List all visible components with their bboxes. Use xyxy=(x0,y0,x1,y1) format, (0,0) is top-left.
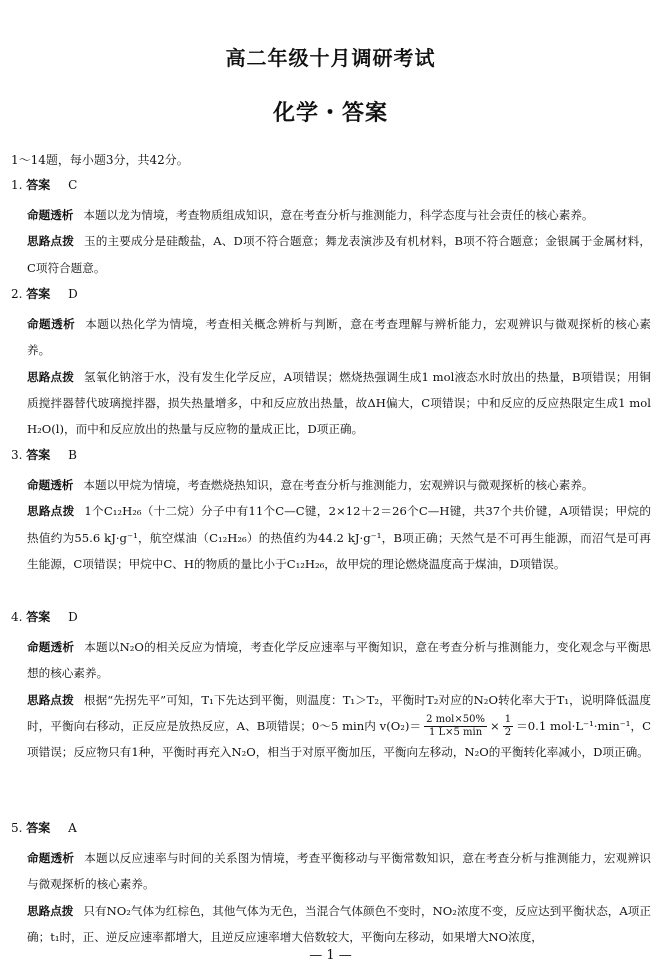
hint-text: 玉的主要成分是硅酸盐，A、D项不符合题意；舞龙表演涉及有机材料，B项不符合题意；金银属于金属材料，C项符合题意。 xyxy=(27,234,651,275)
score-note: 1～14题，每小题3分，共42分。 xyxy=(11,153,189,167)
answer-value: B xyxy=(68,448,77,462)
question-2 xyxy=(11,284,651,442)
hint-text: 只有NO₂气体为红棕色，其他气体为无色，当混合气体颜色不变时，NO₂浓度不变，反应达到平衡状态，A项正确；t₁时，正、逆反应速率都增大，且逆反应速率增大倍数较大，平衡向左移动，如果增大NO浓度， xyxy=(27,903,651,944)
analysis-paragraph xyxy=(11,202,651,228)
question-5 xyxy=(11,818,651,950)
question-header xyxy=(11,284,651,304)
hint-text: 1个C₁₂H₂₆（十二烷）分子中有11个C—C键，2×12＋2＝26个C—H键，共37个共价键，A项错误；甲烷的热值约为55.6 kJ·g⁻¹，航空煤油（C₁₂H₂₆）的热值约为44.2 kJ·g⁻¹，B项正确；天然气是不可再生能源，而沼气是可再生能源，C项错误；甲烷中C、H的物质的量比小于C₁₂H₂₆，故甲烷的理论燃烧温度高于煤油，D项错误。 xyxy=(27,504,651,571)
analysis-label: 命题透析 xyxy=(27,851,75,865)
answer-label: 答案 xyxy=(26,448,51,462)
answer-value: C xyxy=(68,178,78,192)
question-number: 3. xyxy=(11,448,23,462)
hint-text-part-2: ＝0.1 mol·L⁻¹·min⁻¹，C项错误；反应物只有1种，平衡时再充入N₂O，相当于对原平衡加压，平衡向左移动，N₂O的平衡转化率减小，D项正确。 xyxy=(27,718,652,760)
question-number: 5. xyxy=(11,821,23,835)
hint-label: 思路点拨 xyxy=(27,903,74,918)
analysis-paragraph xyxy=(11,845,651,898)
question-3 xyxy=(11,445,651,577)
analysis-paragraph xyxy=(11,472,651,498)
question-header xyxy=(11,607,651,627)
question-header xyxy=(11,818,651,838)
answer-label: 答案 xyxy=(26,610,51,624)
hint-text-part-1: 根据“先拐先平”可知，T₁下先达到平衡，则温度：T₁＞T₂，平衡时T₂对应的N₂O转化率大于T₁，说明降低温度时，平衡向右移动，正反应是放热反应，A、B项错误；0～5 min内 v(O₂)＝ xyxy=(27,692,651,733)
analysis-text: 本题以反应速率与时间的关系图为情境，考查平衡移动与平衡常数知识，意在考查分析与推测能力，宏观辨识与微观探析的核心素养。 xyxy=(27,851,651,892)
answer-value: D xyxy=(68,287,78,301)
answer-label: 答案 xyxy=(26,287,51,301)
answer-value: D xyxy=(68,610,78,624)
fraction-numerator: 1 xyxy=(504,714,512,726)
analysis-text: 本题以龙为情境，考查物质组成知识，意在考查分析与推测能力，科学态度与社会责任的核心素养。 xyxy=(83,208,594,222)
fraction-numerator: 2 mol×50% xyxy=(426,714,485,726)
hint-label: 思路点拨 xyxy=(27,369,74,384)
question-number: 1. xyxy=(11,178,23,192)
question-1 xyxy=(11,175,651,281)
answer-label: 答案 xyxy=(26,821,51,835)
hint-text: 氢氧化钠溶于水，没有发生化学反应，A项错误；燃烧热强调生成1 mol液态水时放出的热量，B项错误；用铜质搅拌器替代玻璃搅拌器，损失热量增多，中和反应放出热量，故ΔH偏大，C项错误；中和反应的反应热限定生成1 mol H₂O(l)，而中和反应放出的热量与反应物的量成正比，D项正确。 xyxy=(27,369,651,437)
ratio-fraction xyxy=(503,714,513,739)
hint-paragraph xyxy=(11,687,651,766)
hint-paragraph xyxy=(11,498,651,577)
hint-label: 思路点拨 xyxy=(27,504,75,519)
analysis-text: 本题以甲烷为情境，考查燃烧热知识，意在考查分析与推测能力，宏观辨识与微观探析的核心素养。 xyxy=(83,478,594,492)
page-title: 高二年级十月调研考试 xyxy=(225,46,436,70)
question-header xyxy=(11,445,651,465)
hint-label: 思路点拨 xyxy=(27,234,74,249)
analysis-paragraph xyxy=(11,311,651,364)
fraction-denominator: 2 xyxy=(504,727,512,739)
analysis-paragraph xyxy=(11,634,651,687)
question-header xyxy=(11,175,651,195)
analysis-label: 命题透析 xyxy=(27,208,74,222)
question-4 xyxy=(11,607,651,766)
question-number: 4. xyxy=(11,610,23,624)
fraction-denominator: 1 L×5 min xyxy=(428,727,483,739)
analysis-label: 命题透析 xyxy=(27,478,74,492)
analysis-text: 本题以热化学为情境，考查相关概念辨析与判断，意在考查理解与辨析能力，宏观辨识与微观探析的核心素养。 xyxy=(27,317,651,358)
answer-value: A xyxy=(68,821,77,835)
rate-fraction xyxy=(424,714,487,739)
analysis-label: 命题透析 xyxy=(27,317,76,331)
hint-paragraph xyxy=(11,364,651,443)
analysis-text: 本题以N₂O的相关反应为情境，考查化学反应速率与平衡知识，意在考查分析与推测能力，变化观念与平衡思想的核心素养。 xyxy=(27,640,651,681)
page-subtitle: 化学・答案 xyxy=(272,101,388,126)
analysis-label: 命题透析 xyxy=(27,640,75,654)
hint-label: 思路点拨 xyxy=(27,692,74,707)
hint-paragraph xyxy=(11,228,651,281)
answer-label: 答案 xyxy=(26,178,51,192)
question-number: 2. xyxy=(11,287,23,301)
times-sign: × xyxy=(490,718,500,733)
page-number: — 1 — xyxy=(309,948,352,963)
hint-paragraph xyxy=(11,898,651,951)
